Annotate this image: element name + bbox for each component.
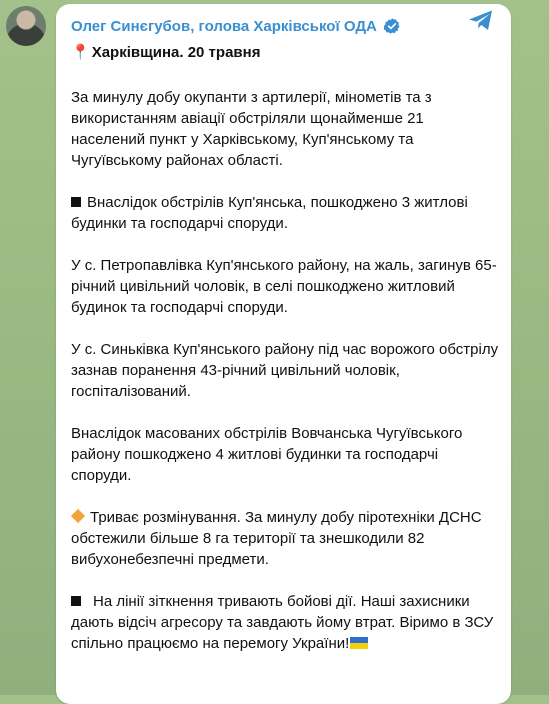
paragraph-3: У с. Петропавлівка Куп'янського району, на жаль, загинув 65-річний цивільний чоловік, в селі пошкоджено житловий будинок та господарчі споруди. <box>71 257 497 316</box>
channel-name[interactable]: Олег Синєгубов, голова Харківської ОДА <box>71 17 377 35</box>
round-pushpin-icon: 📍 <box>71 44 90 61</box>
verified-badge-icon <box>383 17 401 35</box>
message-bubble <box>56 4 511 704</box>
black-square-icon <box>71 197 81 207</box>
post-location: 📍 Харківщина. 20 травня <box>71 44 261 61</box>
paragraph-5: Внаслідок масованих обстрілів Вовчанська Чугуївського району пошкоджено 4 житлові будинки та господарчі споруди. <box>71 425 463 484</box>
share-arrow-icon[interactable] <box>465 4 497 36</box>
paragraph-2: Внаслідок обстрілів Куп'янська, пошкоджено 3 житлові будинки та господарчі споруди. <box>71 194 468 232</box>
message-header <box>71 15 471 37</box>
paragraph-6: Триває розмінування. За минулу добу піротехніки ДСНС обстежили більше 8 га території та знешкодили 82 вибухонебезпечні предмети. <box>71 509 482 568</box>
ukraine-flag-icon <box>350 637 368 649</box>
paragraph-4: У с. Синьківка Куп'янського району під час ворожого обстрілу зазнав поранення 43-річний цивільний чоловік, госпіталізований. <box>71 341 499 400</box>
channel-avatar[interactable] <box>6 6 46 46</box>
message-text <box>71 42 499 675</box>
paragraph-1: За минулу добу окупанти з артилерії, мінометів та з використанням авіації обстріляли щонайменше 21 населений пункт у Харківському, Куп'янському та Чугуївському районах області. <box>71 89 432 169</box>
paragraph-7: На лінії зіткнення тривають бойові дії. Наші захисники дають відсіч агресору та завдають йому втрат. Віримо в ЗСУ спільно працюємо на перемогу України! <box>71 593 494 652</box>
black-square-icon <box>71 596 81 606</box>
orange-diamond-icon <box>71 509 85 523</box>
